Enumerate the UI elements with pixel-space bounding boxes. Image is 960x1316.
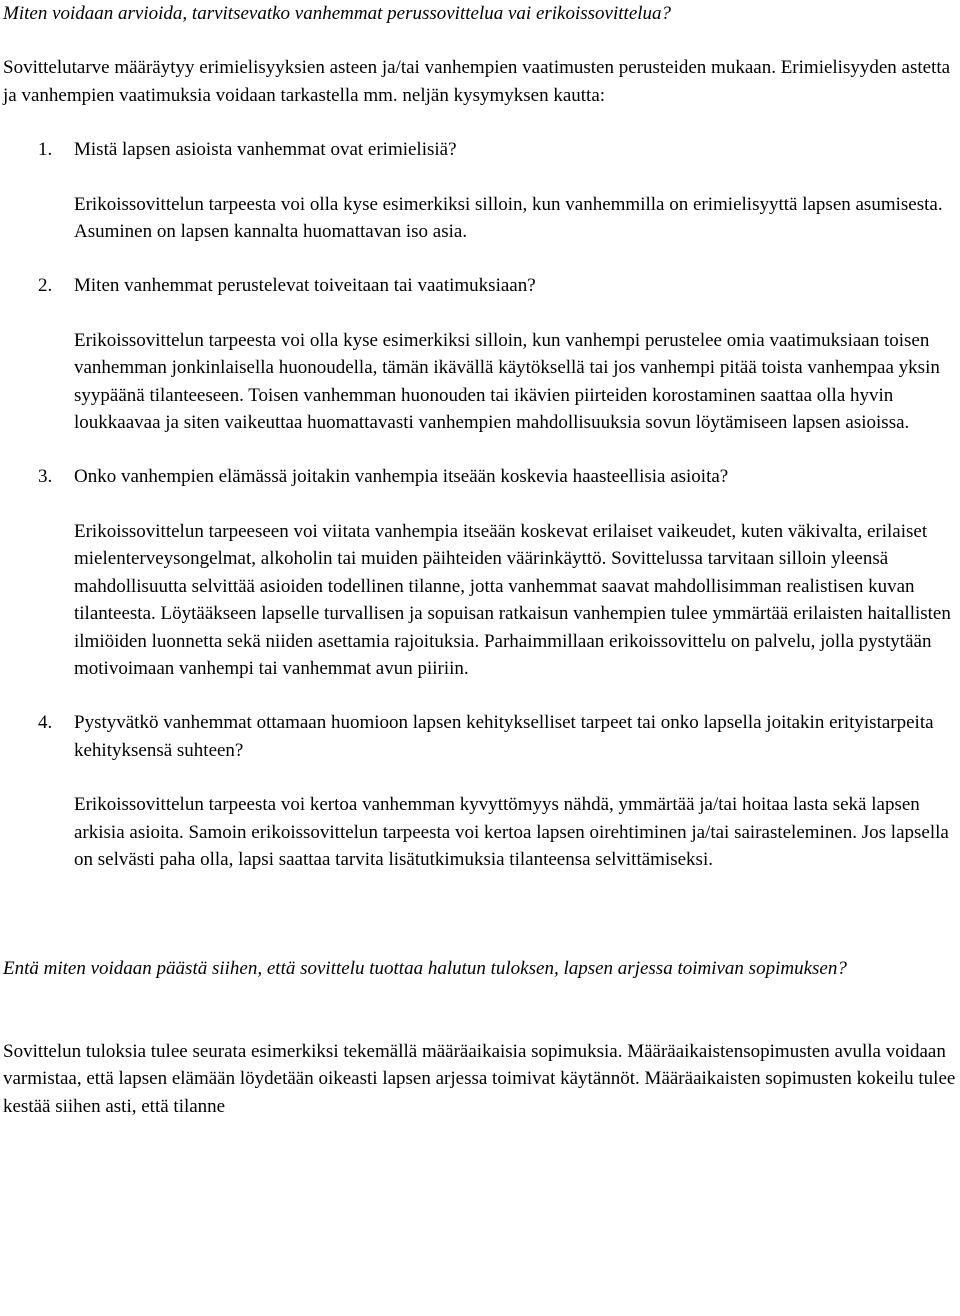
question-item-3 [3, 463, 957, 490]
question-number: 1. [38, 139, 53, 161]
answer-paragraph-4: Erikoissovittelun tarpeesta voi kertoa vanhemman kyvyttömyys nähdä, ymmärtää ja/tai hoitaa lasta sekä lapsen arkisia asioita. Samoin erikoissovittelun tarpeesta voi kertoa lapsen oirehtiminen ja/tai sairasteleminen. Jos lapsella on selvästi paha olla, lapsi saattaa tarvita lisätutkimuksia tilanteensa selvittämiseksi. [74, 794, 949, 870]
question-number: 4. [38, 712, 53, 734]
question-number: 2. [38, 275, 53, 297]
question-item-2 [3, 272, 957, 299]
section-heading-1: Miten voidaan arvioida, tarvitsevatko vanhemmat perussovittelua vai erikoissovittelua? [3, 3, 672, 24]
question-item-1 [3, 136, 957, 163]
question-number: 3. [38, 466, 53, 488]
question-text: Pystyvätkö vanhemmat ottamaan huomioon lapsen kehitykselliset tarpeet tai onko lapsella joitakin erityistarpeita kehityksensä suhteen? [74, 712, 934, 761]
section-heading-2: Entä miten voidaan päästä siihen, että sovittelu tuottaa halutun tuloksen, lapsen arjessa toimivan sopimuksen? [3, 958, 847, 980]
answer-paragraph-3: Erikoissovittelun tarpeeseen voi viitata vanhempia itseään koskevat erilaiset vaikeudet, kuten väkivalta, erilaiset mielenterveysongelmat, alkoholin tai muiden päihteiden väärinkäyttö. Sovittelussa tarvitaan silloin yleensä mahdollisuutta selvittää asioiden todellinen tilanne, jotta vanhemmat saavat mahdollisimman realistisen kuvan tilanteesta. Löytääkseen lapselle turvallisen ja sopuisan ratkaisun vanhempien tulee ymmärtää erilaisten haitallisten ilmiöiden luonnetta sekä niiden asettamia rajoituksia. Parhaimmillaan erikoissovittelu on palvelu, jolla pystytään motivoimaan vanhempi tai vanhemmat avun piiriin. [74, 520, 951, 679]
document-page [3, 0, 957, 1120]
question-item-4 [3, 709, 957, 764]
question-text: Mistä lapsen asioista vanhemmat ovat erimielisiä? [74, 139, 457, 161]
answer-paragraph-1: Erikoissovittelun tarpeesta voi olla kyse esimerkiksi silloin, kun vanhemmilla on erimielisyyttä lapsen asumisesta. Asuminen on lapsen kannalta huomattavan iso asia. [74, 193, 943, 243]
question-text: Miten vanhemmat perustelevat toiveitaan tai vaatimuksiaan? [74, 275, 536, 297]
answer-paragraph-2: Erikoissovittelun tarpeesta voi olla kyse esimerkiksi silloin, kun vanhempi perustelee omia vaatimuksiaan toisen vanhemman jonkinlaisella huonoudella, tämän ikävällä käytöksellä tai jos vanhempi pitää toista vanhempaa yksin syypäänä tilanteeseen. Toisen vanhemman huonouden tai ikävien piirteiden korostaminen saattaa olla hyvin loukkaavaa ja siten vaikeuttaa huomattavasti vanhempien mahdollisuuksia sovun löytämiseen lapsen asioissa. [74, 329, 940, 434]
closing-paragraph: Sovittelun tuloksia tulee seurata esimerkiksi tekemällä määräaikaisia sopimuksia. Määräaikaistensopimusten avulla voidaan varmistaa, että lapsen elämään löydetään oikeasti lapsen arjessa toimivat käytännöt. Määräaikaisten sopimusten kokeilu tulee kestää siihen asti, että tilanne [3, 1040, 956, 1117]
intro-paragraph: Sovittelutarve määräytyy erimielisyyksien asteen ja/tai vanhempien vaatimusten perusteiden mukaan. Erimielisyyden astetta ja vanhempien vaatimuksia voidaan tarkastella mm. neljän kysymyksen kautta: [3, 57, 951, 106]
question-text: Onko vanhempien elämässä joitakin vanhempia itseään koskevia haasteellisia asioita? [74, 466, 729, 488]
